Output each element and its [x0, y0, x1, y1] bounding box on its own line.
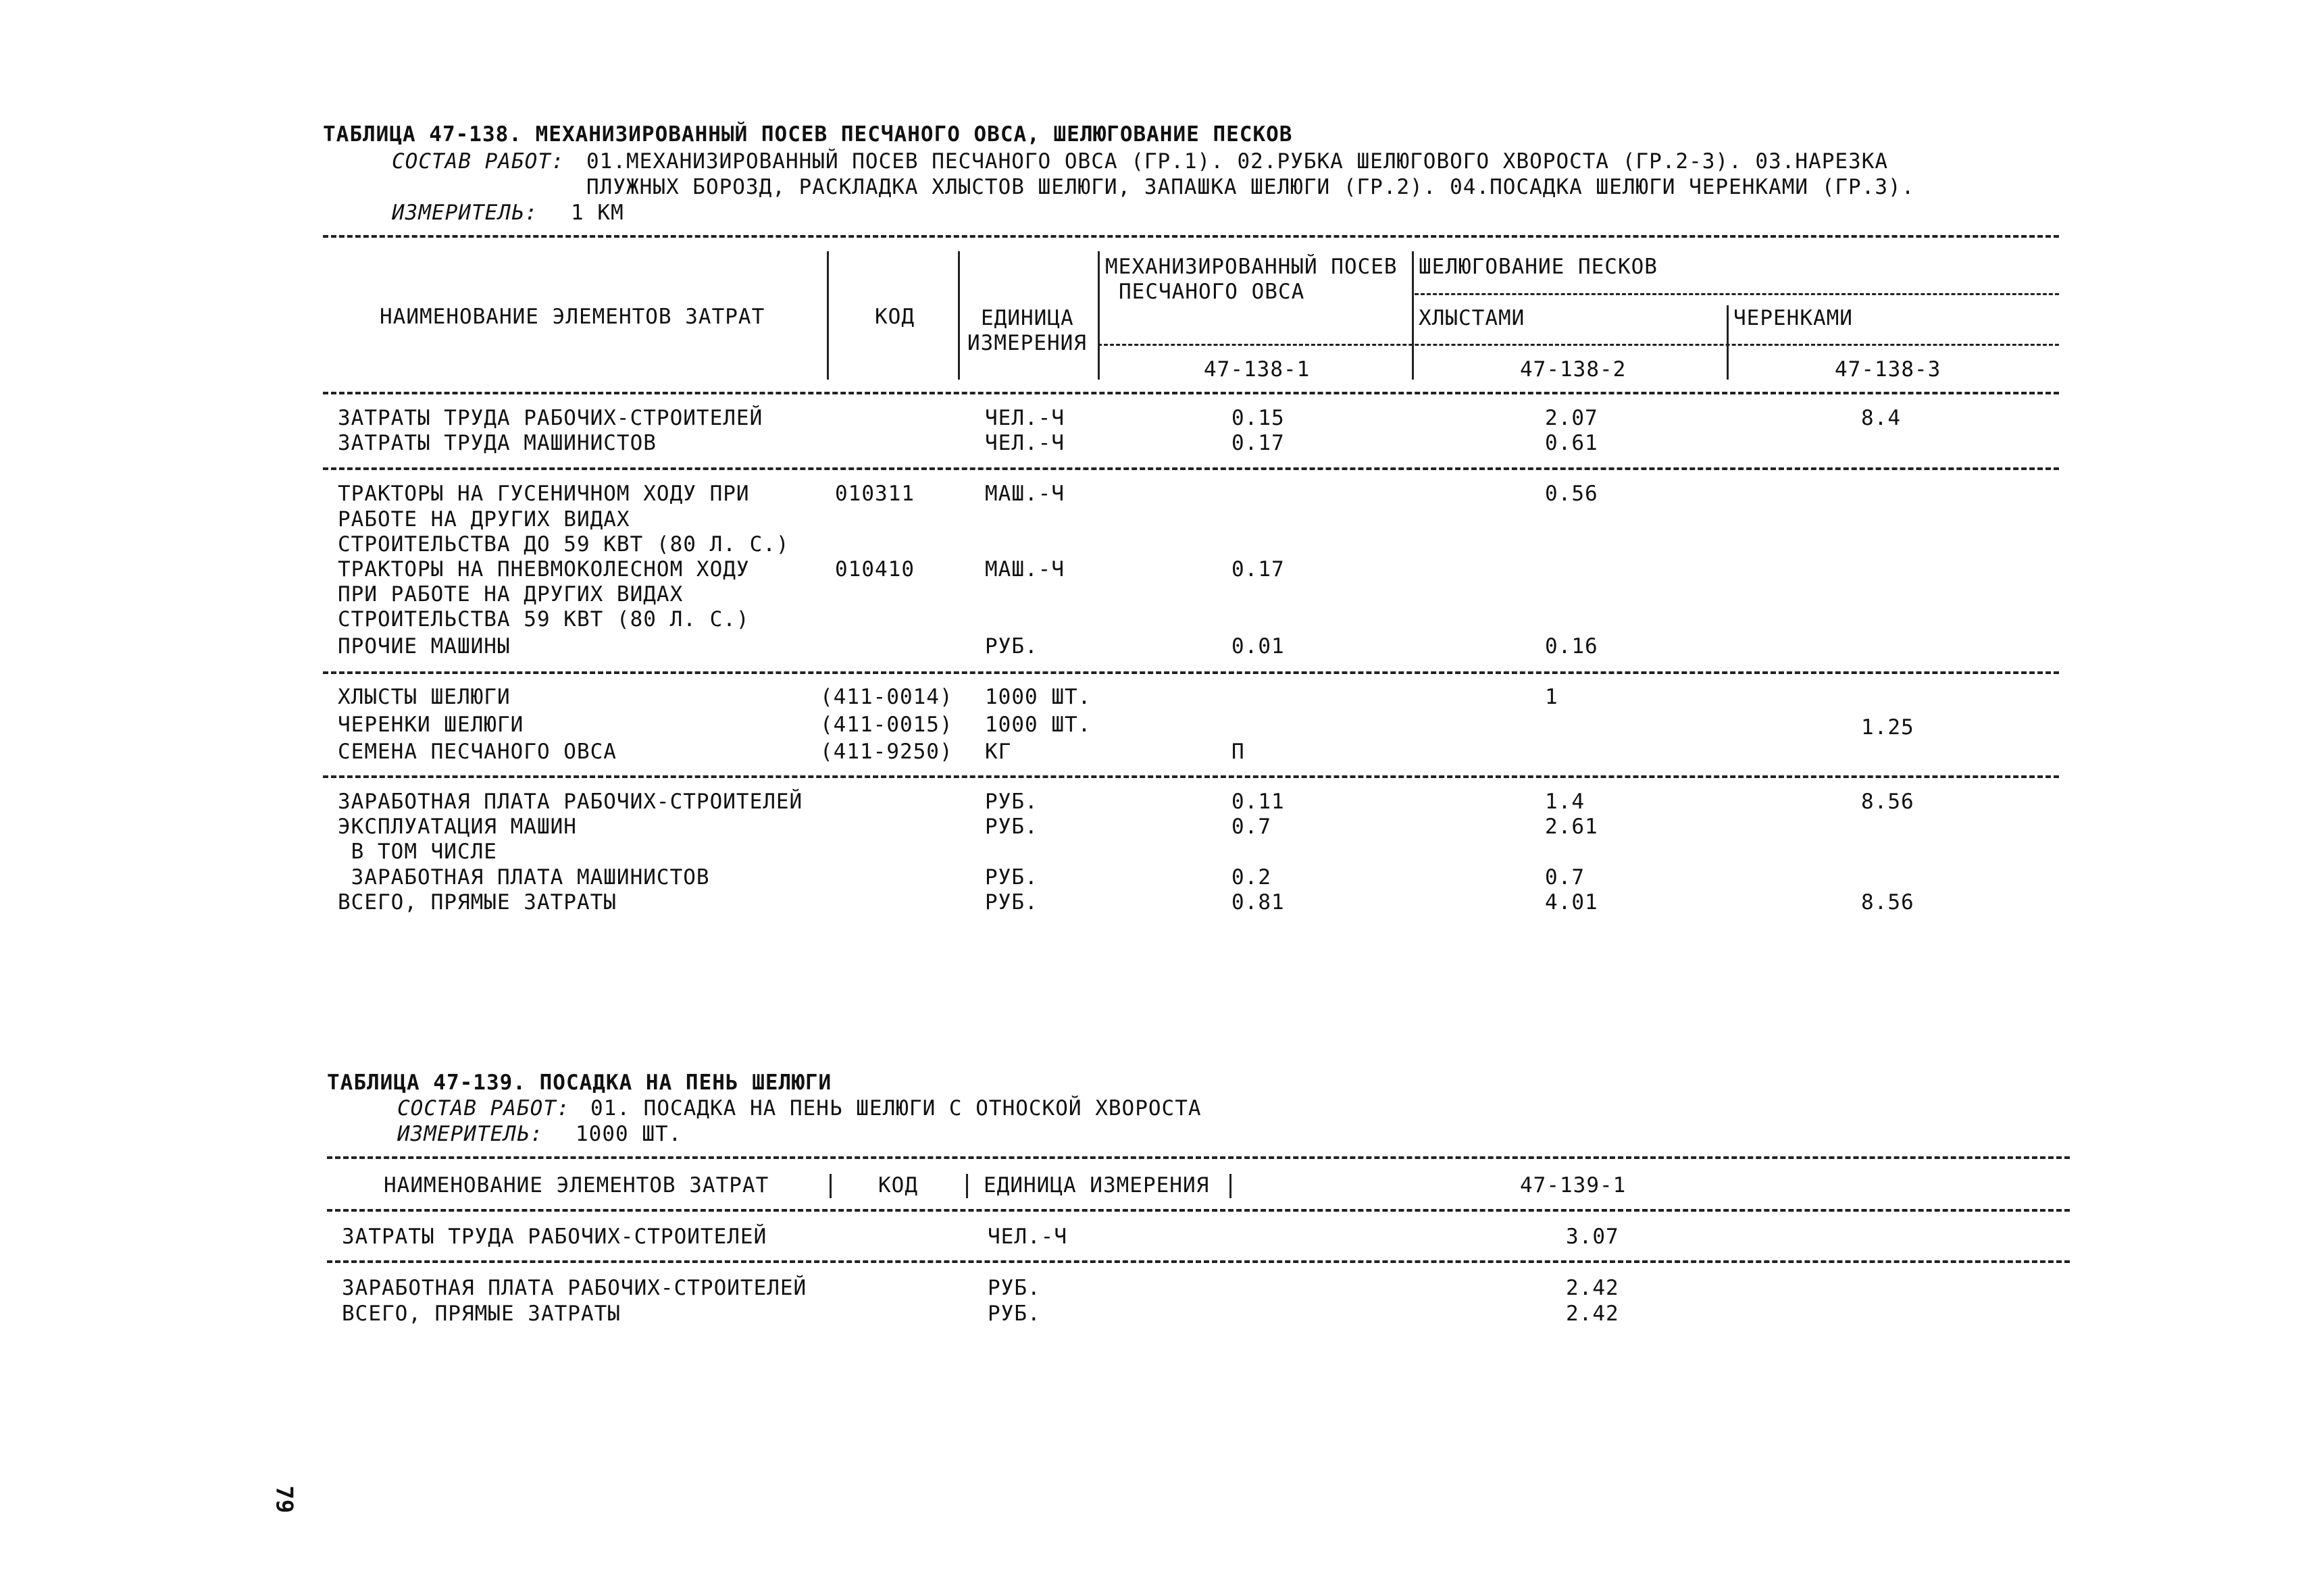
table1-header-whips: ХЛЫСТАМИ	[1419, 306, 1525, 330]
table1-title: ТАБЛИЦА 47-138. МЕХАНИЗИРОВАННЫЙ ПОСЕВ ПЕСЧАНОГО ОВСА, ШЕЛЮГОВАНИЕ ПЕСКОВ	[323, 122, 1293, 147]
table-row-value: 1.4	[1545, 790, 1585, 814]
table1-header-mech-2: ПЕСЧАНОГО ОВСА	[1119, 280, 1305, 304]
table1-col-code-1: 47-138-1	[1204, 357, 1311, 382]
table1-header-bottom-rule	[323, 392, 2059, 394]
table1-header-shel: ШЕЛЮГОВАНИЕ ПЕСКОВ	[1419, 255, 1658, 279]
table-row-unit: РУБ.	[985, 634, 1038, 659]
table-row-value: 0.2	[1231, 865, 1271, 890]
table-row-value: 1.25	[1861, 715, 1914, 740]
table-row-code: 010311	[835, 482, 915, 506]
table-row-code: 010410	[835, 557, 915, 582]
table-row-value: 2.42	[1566, 1276, 1619, 1300]
table-row-value: 2.42	[1566, 1302, 1619, 1326]
table1-group-rule-2	[323, 671, 2059, 674]
table-row-name: ЧЕРЕНКИ ШЕЛЮГИ	[338, 713, 524, 737]
table-row-unit: РУБ.	[985, 890, 1038, 915]
table1-header-cuttings: ЧЕРЕНКАМИ	[1733, 306, 1853, 330]
table1-col-code-2: 47-138-2	[1520, 357, 1627, 382]
table-row-name: В ТОМ ЧИСЛЕ	[338, 840, 497, 864]
table-row-value: 0.7	[1231, 815, 1271, 839]
table2-group-rule-1	[327, 1260, 2070, 1263]
table-row-value: 0.16	[1545, 634, 1598, 659]
table-row-value: 0.17	[1231, 431, 1285, 455]
table-row-code: (411-0015)	[820, 713, 953, 737]
table1-group-rule-1	[323, 467, 2059, 470]
table-row-unit: РУБ.	[988, 1302, 1041, 1326]
table1-header-name: НАИМЕНОВАНИЕ ЭЛЕМЕНТОВ ЗАТРАТ	[380, 305, 765, 329]
table1-sep-mech	[1412, 251, 1414, 380]
table-row-code: (411-9250)	[820, 740, 953, 764]
table-row-name: ЗАТРАТЫ ТРУДА РАБОЧИХ-СТРОИТЕЛЕЙ	[342, 1225, 767, 1249]
table-row-name: ЗАРАБОТНАЯ ПЛАТА РАБОЧИХ-СТРОИТЕЛЕЙ	[342, 1276, 807, 1300]
table-row-name: ВСЕГО, ПРЯМЫЕ ЗАТРАТЫ	[342, 1302, 621, 1326]
table-row-value: 8.4	[1861, 406, 1901, 430]
table-row-name: ПРИ РАБОТЕ НА ДРУГИХ ВИДАХ	[338, 582, 684, 607]
table-row-unit: РУБ.	[985, 790, 1038, 814]
table-row-value: 0.01	[1231, 634, 1285, 659]
table-row-value: 1	[1545, 685, 1558, 709]
table-row-value: П	[1231, 740, 1245, 764]
table-row-value: 0.15	[1231, 406, 1285, 430]
table-row-unit: РУБ.	[985, 865, 1038, 890]
table1-sep-name	[827, 251, 829, 380]
table-row-unit: ЧЕЛ.-Ч	[985, 406, 1065, 430]
table2-title: ТАБЛИЦА 47-139. ПОСАДКА НА ПЕНЬ ШЕЛЮГИ	[327, 1071, 832, 1095]
table-row-name: СТРОИТЕЛЬСТВА ДО 59 КВТ (80 Л. С.)	[338, 532, 790, 557]
table-row-value: 8.56	[1861, 890, 1914, 915]
table-row-unit: ЧЕЛ.-Ч	[985, 431, 1065, 455]
table1-top-rule	[323, 235, 2059, 238]
table-row-name: ТРАКТОРЫ НА ГУСЕНИЧНОМ ХОДУ ПРИ	[338, 482, 750, 506]
table-row-unit: 1000 ШТ.	[985, 685, 1092, 709]
table1-sep-unit	[1098, 251, 1100, 380]
table2-works-label: СОСТАВ РАБОТ:	[397, 1096, 570, 1121]
table1-header-rule-a	[1415, 293, 2059, 295]
table-row-name: СТРОИТЕЛЬСТВА 59 КВТ (80 Л. С.)	[338, 607, 750, 632]
table1-meter-label: ИЗМЕРИТЕЛЬ:	[392, 201, 538, 225]
table2-header-bottom-rule	[327, 1209, 2070, 1212]
table1-header-code: КОД	[875, 305, 915, 329]
table2-meter-value: 1000 ШТ.	[576, 1122, 682, 1146]
table2-top-rule	[327, 1156, 2070, 1159]
table2-header-name: НАИМЕНОВАНИЕ ЭЛЕМЕНТОВ ЗАТРАТ	[384, 1173, 769, 1198]
table-row-name: ЭКСПЛУАТАЦИЯ МАШИН	[338, 815, 577, 839]
table-row-name: РАБОТЕ НА ДРУГИХ ВИДАХ	[338, 507, 630, 532]
table2-col-code-1: 47-139-1	[1520, 1173, 1627, 1198]
table1-sep-code	[958, 251, 960, 380]
table-row-value: 0.11	[1231, 790, 1285, 814]
table1-sep-whips	[1727, 305, 1729, 380]
table-row-value: 8.56	[1861, 790, 1914, 814]
table-row-value: 0.56	[1545, 482, 1598, 506]
table-row-name: ЗАРАБОТНАЯ ПЛАТА РАБОЧИХ-СТРОИТЕЛЕЙ	[338, 790, 803, 814]
table1-meter-value: 1 КМ	[571, 201, 624, 225]
table-row-unit: 1000 ШТ.	[985, 713, 1092, 737]
table-row-unit: МАШ.-Ч	[985, 482, 1065, 506]
table-row-name: ЗАРАБОТНАЯ ПЛАТА МАШИНИСТОВ	[338, 865, 710, 890]
table-row-code: (411-0014)	[820, 685, 953, 709]
table-row-value: 4.01	[1545, 890, 1598, 915]
table1-works-line1: 01.МЕХАНИЗИРОВАННЫЙ ПОСЕВ ПЕСЧАНОГО ОВСА (ГР.1). 02.РУБКА ШЕЛЮГОВОГО ХВОРОСТА (ГР.2-3). 03.НАРЕЗКА	[586, 149, 1889, 174]
table2-header-unit: ЕДИНИЦА ИЗМЕРЕНИЯ	[984, 1173, 1210, 1198]
table-row-name: ЗАТРАТЫ ТРУДА РАБОЧИХ-СТРОИТЕЛЕЙ	[338, 406, 763, 430]
table1-col-code-3: 47-138-3	[1835, 357, 1941, 382]
table-row-name: ТРАКТОРЫ НА ПНЕВМОКОЛЕСНОМ ХОДУ	[338, 557, 750, 582]
table2-works-line1: 01. ПОСАДКА НА ПЕНЬ ШЕЛЮГИ С ОТНОСКОЙ ХВОРОСТА	[590, 1096, 1202, 1121]
table1-group-rule-3	[323, 775, 2059, 778]
table2-sep-unit	[1229, 1174, 1231, 1198]
table-row-unit: РУБ.	[988, 1276, 1041, 1300]
table1-header-unit-2: ИЗМЕРЕНИЯ	[967, 331, 1087, 355]
table-row-value: 2.07	[1545, 406, 1598, 430]
table-row-unit: ЧЕЛ.-Ч	[988, 1225, 1067, 1249]
table2-header-code: КОД	[878, 1173, 918, 1198]
table-row-name: ЗАТРАТЫ ТРУДА МАШИНИСТОВ	[338, 431, 657, 455]
table-row-unit: КГ	[985, 740, 1012, 764]
table-row-value: 0.81	[1231, 890, 1285, 915]
table-row-value: 0.17	[1231, 557, 1285, 582]
table1-works-label: СОСТАВ РАБОТ:	[392, 149, 565, 174]
table1-header-mech-1: МЕХАНИЗИРОВАННЫЙ ПОСЕВ	[1105, 255, 1398, 279]
table1-header-rule-b	[1098, 344, 2059, 346]
table2-sep-code	[966, 1174, 968, 1198]
table-row-value: 3.07	[1566, 1225, 1619, 1249]
table-row-unit: РУБ.	[985, 815, 1038, 839]
table-row-name: ХЛЫСТЫ ШЕЛЮГИ	[338, 685, 511, 709]
table-row-value: 2.61	[1545, 815, 1598, 839]
table1-works-line2: ПЛУЖНЫХ БОРОЗД, РАСКЛАДКА ХЛЫСТОВ ШЕЛЮГИ, ЗАПАШКА ШЕЛЮГИ (ГР.2). 04.ПОСАДКА ШЕЛЮГИ ЧЕРЕНКАМИ (ГР.3).	[586, 175, 1915, 199]
table-row-name: ПРОЧИЕ МАШИНЫ	[338, 634, 511, 659]
table2-sep-name	[830, 1174, 832, 1198]
table-row-name: ВСЕГО, ПРЯМЫЕ ЗАТРАТЫ	[338, 890, 617, 915]
table1-header-unit-1: ЕДИНИЦА	[981, 306, 1074, 330]
page-number: 79	[270, 1485, 298, 1514]
table2-meter-label: ИЗМЕРИТЕЛЬ:	[397, 1122, 544, 1146]
table-row-value: 0.61	[1545, 431, 1598, 455]
table-row-unit: МАШ.-Ч	[985, 557, 1065, 582]
table-row-name: СЕМЕНА ПЕСЧАНОГО ОВСА	[338, 740, 617, 764]
table-row-value: 0.7	[1545, 865, 1585, 890]
